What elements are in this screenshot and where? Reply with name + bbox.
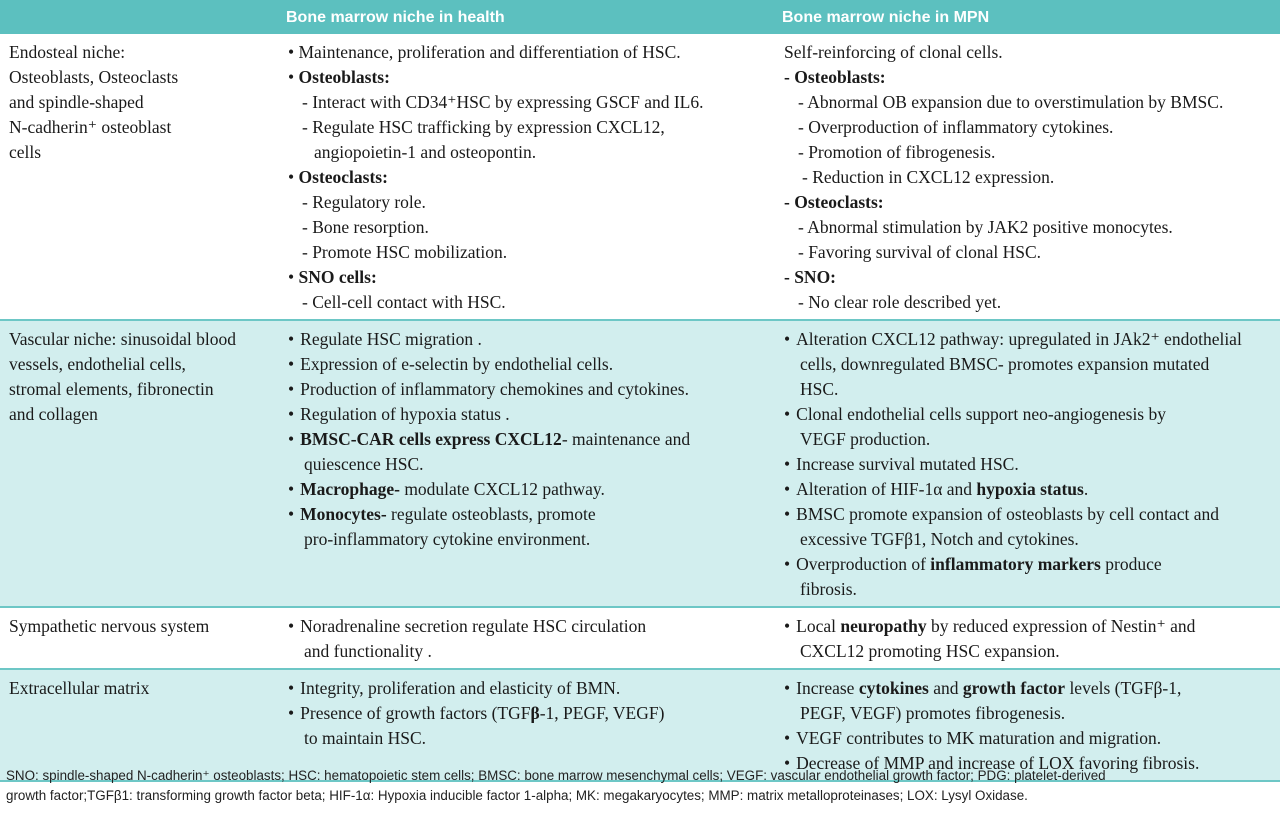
table-row-vascular [0, 320, 1280, 607]
footnote-line: SNO: spindle-shaped N-cadherin⁺ osteoblasts; HSC: hematopoietic stem cells; BMSC: bone marrow mesenchymal cells; VEGF: vascular endothelial growth factor; PDG: platelet-derived [6, 768, 1106, 783]
header-health: Bone marrow niche in health [280, 0, 776, 34]
table-row-endosteal [0, 34, 1280, 320]
health-cell: • Noradrenaline secretion regulate HSC circulation and functionality . [280, 607, 776, 669]
health-cell: • Regulate HSC migration . • Expression of e-selectin by endothelial cells. • Production of inflammatory chemokines and cytokines. • Regulation of hypoxia status . • BMSC-CAR cells express CXCL12- maintenance and quiescence HSC. • Macrophage- modulate CXCL12 pathway. • Monocytes- regulate osteoblasts, promote pro-inflammatory cytokine environment. [280, 320, 776, 607]
health-cell: • Integrity, proliferation and elasticity of BMN. • Presence of growth factors (TGFβ-1, PEGF, VEGF) to maintain HSC. [280, 669, 776, 781]
health-cell: • Maintenance, proliferation and differentiation of HSC. • Osteoblasts: - Interact with CD34⁺HSC by expressing GSCF and IL6. - Regulate HSC trafficking by expression CXCL12, angiopoietin-1 and osteopontin. • Osteoclasts: - Regulatory role. - Bone resorption. - Promote HSC mobilization. • SNO cells: - Cell-cell contact with HSC. [280, 34, 776, 320]
row-label: Extracellular matrix [0, 669, 280, 781]
table-row-extracellular [0, 669, 1280, 781]
mpn-cell: • Alteration CXCL12 pathway: upregulated in JAk2⁺ endothelial cells, downregulated BMSC- promotes expansion mutated HSC. • Clonal endothelial cells support neo-angiogenesis by VEGF production. • Increase survival mutated HSC. • Alteration of HIF-1α and hypoxia status. • BMSC promote expansion of osteoblasts by cell contact and excessive TGFβ1, Notch and cytokines. • Overproduction of inflammatory markers produce fibrosis. [776, 320, 1280, 607]
mpn-cell: • Increase cytokines and growth factor levels (TGFβ-1, PEGF, VEGF) promotes fibrogenesis. • VEGF contributes to MK maturation and migration. • Decrease of MMP and increase of LOX favoring fibrosis. [776, 669, 1280, 781]
header-empty [0, 0, 280, 34]
table-footnote [6, 766, 1274, 806]
header-row [0, 0, 1280, 34]
row-label: Endosteal niche: Osteoblasts, Osteoclasts and spindle-shaped N-cadherin⁺ osteoblast cells [0, 34, 280, 320]
mpn-cell: Self-reinforcing of clonal cells. - Osteoblasts: - Abnormal OB expansion due to overstimulation by BMSC. - Overproduction of inflammatory cytokines. - Promotion of fibrogenesis. - Reduction in CXCL12 expression. - Osteoclasts: - Abnormal stimulation by JAK2 positive monocytes. - Favoring survival of clonal HSC. - SNO: - No clear role described yet. [776, 34, 1280, 320]
row-label: Sympathetic nervous system [0, 607, 280, 669]
footnote-line: growth factor;TGFβ1: transforming growth factor beta; HIF-1α: Hypoxia inducible factor 1-alpha; MK: megakaryocytes; MMP: matrix metalloproteinases; LOX: Lysyl Oxidase. [6, 788, 1028, 803]
row-label: Vascular niche: sinusoidal blood vessels, endothelial cells, stromal elements, fibronectin and collagen [0, 320, 280, 607]
mpn-cell: • Local neuropathy by reduced expression of Nestin⁺ and CXCL12 promoting HSC expansion. [776, 607, 1280, 669]
header-mpn: Bone marrow niche in MPN [776, 0, 1280, 34]
table-row-sympathetic [0, 607, 1280, 669]
